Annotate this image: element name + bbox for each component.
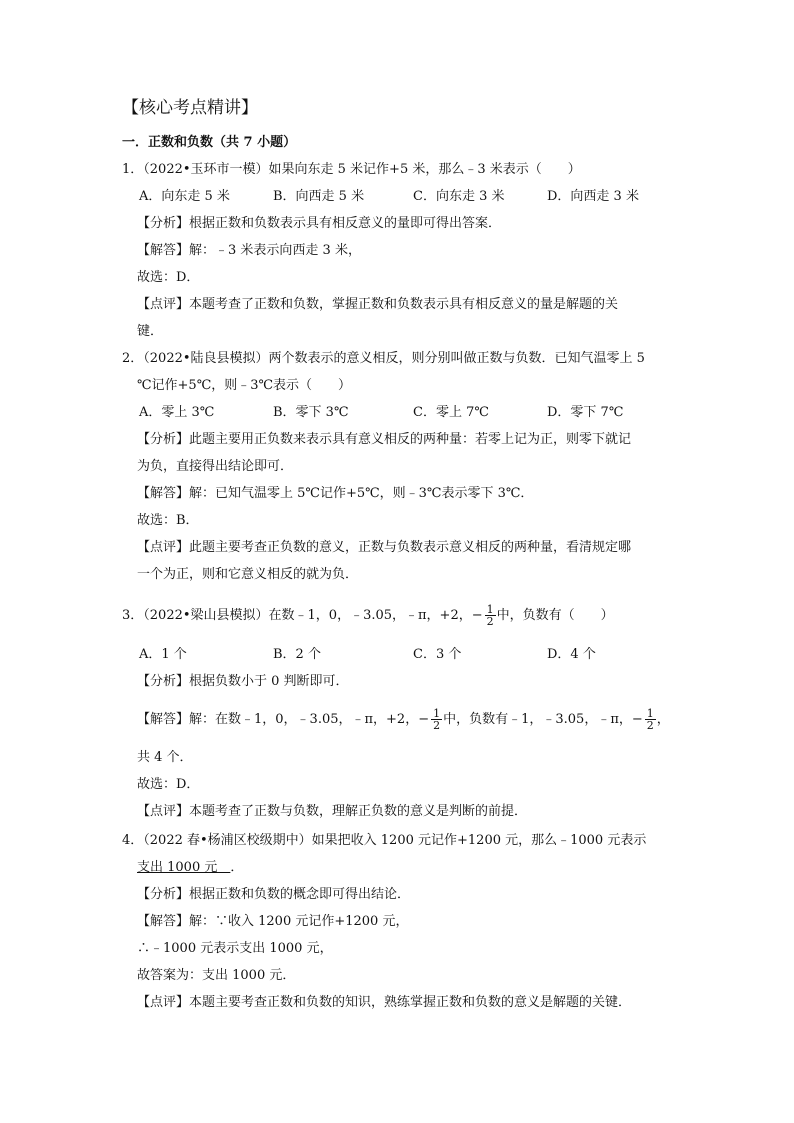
q2-option-c: C．零上 7℃ <box>413 405 489 420</box>
fraction-one-half <box>485 604 496 627</box>
q4-answer-blank: 支出 1000 元 <box>137 860 231 875</box>
q3-option-d: D．4 个 <box>547 647 596 662</box>
q2-option-b: B．零下 3℃ <box>273 405 349 420</box>
q3-stem-text: 3．（2022•梁山县模拟）在数﹣1，0，﹣3.05，﹣π，+2， <box>122 608 472 623</box>
q1-option-b: B．向西走 5 米 <box>273 189 365 204</box>
q1-choice: 故选：D． <box>137 270 200 285</box>
minus-sign: − <box>631 712 643 727</box>
minus-sign: − <box>471 608 483 623</box>
minus-sign: − <box>418 712 430 727</box>
fraction-one-half <box>645 708 656 731</box>
q2-analysis-line2: 为负，直接得出结论即可． <box>137 459 294 474</box>
q1-stem: 1．（2022•玉环市一模）如果向东走 5 米记作+5 米，那么﹣3 米表示（ ） <box>122 162 581 177</box>
q3-option-c: C．3 个 <box>413 647 462 662</box>
fraction-numerator: 1 <box>433 707 441 720</box>
q4-answer-summary: 故答案为：支出 1000 元． <box>137 968 296 983</box>
fraction-denominator: 2 <box>646 719 654 732</box>
section-title: 一．正数和负数（共 7 小题） <box>122 135 297 150</box>
q1-option-d: D．向西走 3 米 <box>547 189 639 204</box>
fraction-numerator: 1 <box>486 603 494 616</box>
q1-solution: 【解答】解：﹣3 米表示向西走 3 米， <box>137 243 361 258</box>
fraction-denominator: 2 <box>433 719 441 732</box>
q2-analysis-line1: 【分析】此题主要用正负数来表示具有意义相反的两种量：若零上记为正，则零下就记 <box>137 432 632 447</box>
q3-stem-text-end: 中，负数有（ ） <box>496 608 614 623</box>
q3-analysis: 【分析】根据负数小于 0 判断即可． <box>137 674 349 689</box>
q3-comment: 【点评】本题考查了正数与负数，理解正负数的意义是判断的前提． <box>137 804 528 819</box>
q2-option-a: A．零上 3℃ <box>139 405 215 420</box>
q4-answer-end: ． <box>230 860 244 875</box>
q4-solution-line1: 【解答】解：∵收入 1200 元记作+1200 元， <box>137 914 409 929</box>
q4-analysis: 【分析】根据正数和负数的概念即可得出结论． <box>137 887 411 902</box>
q3-option-a: A．1 个 <box>139 647 187 662</box>
q3-solution <box>137 707 670 733</box>
q1-comment-line2: 键． <box>137 324 164 339</box>
q2-comment-line2: 一个为正，则和它意义相反的就为负． <box>137 567 359 582</box>
q1-analysis: 【分析】根据正数和负数表示具有相反意义的量即可得出答案． <box>137 216 502 231</box>
q2-choice: 故选：B． <box>137 513 199 528</box>
fraction-denominator: 2 <box>486 615 494 628</box>
fraction-one-half <box>431 708 442 731</box>
q4-stem: 4．（2022 春•杨浦区校级期中）如果把收入 1200 元记作+1200 元，那么﹣1000 元表示 <box>122 833 647 848</box>
q2-option-d: D．零下 7℃ <box>547 405 624 420</box>
q3-option-b: B．2 个 <box>273 647 321 662</box>
q2-stem-line1: 2．（2022•陆良县模拟）两个数表示的意义相反，则分别叫做正数与负数．已知气温零上 5 <box>122 351 645 366</box>
q4-answer-line <box>137 859 243 877</box>
q3-solution-text-end: ， <box>656 712 670 727</box>
q3-stem <box>122 603 614 629</box>
q2-comment-line1: 【点评】此题主要考查正负数的意义，正数与负数表示意义相反的两种量，看清规定哪 <box>137 540 632 555</box>
q4-comment: 【点评】本题主要考查正数和负数的知识，熟练掌握正数和负数的意义是解题的关键． <box>137 995 632 1010</box>
q1-option-a: A．向东走 5 米 <box>139 189 230 204</box>
q1-option-c: C．向东走 3 米 <box>413 189 505 204</box>
q2-solution: 【解答】解：已知气温零上 5℃记作+5℃，则﹣3℃表示零下 3℃． <box>137 486 534 501</box>
page-title: 【核心考点精讲】 <box>122 98 258 118</box>
q3-solution-text: 【解答】解：在数﹣1，0，﹣3.05，﹣π，+2， <box>137 712 419 727</box>
fraction-numerator: 1 <box>646 707 654 720</box>
q1-comment-line1: 【点评】本题考查了正数和负数，掌握正数和负数表示具有相反意义的量是解题的关 <box>137 297 619 312</box>
q3-choice: 故选：D． <box>137 777 200 792</box>
q3-total: 共 4 个． <box>137 750 193 765</box>
q3-solution-text-mid: 中，负数有﹣1，﹣3.05，﹣π， <box>443 712 632 727</box>
q2-stem-line2: ℃记作+5℃，则﹣3℃表示（ ） <box>137 378 352 393</box>
q4-solution-line2: ∴﹣1000 元表示支出 1000 元， <box>137 941 333 956</box>
